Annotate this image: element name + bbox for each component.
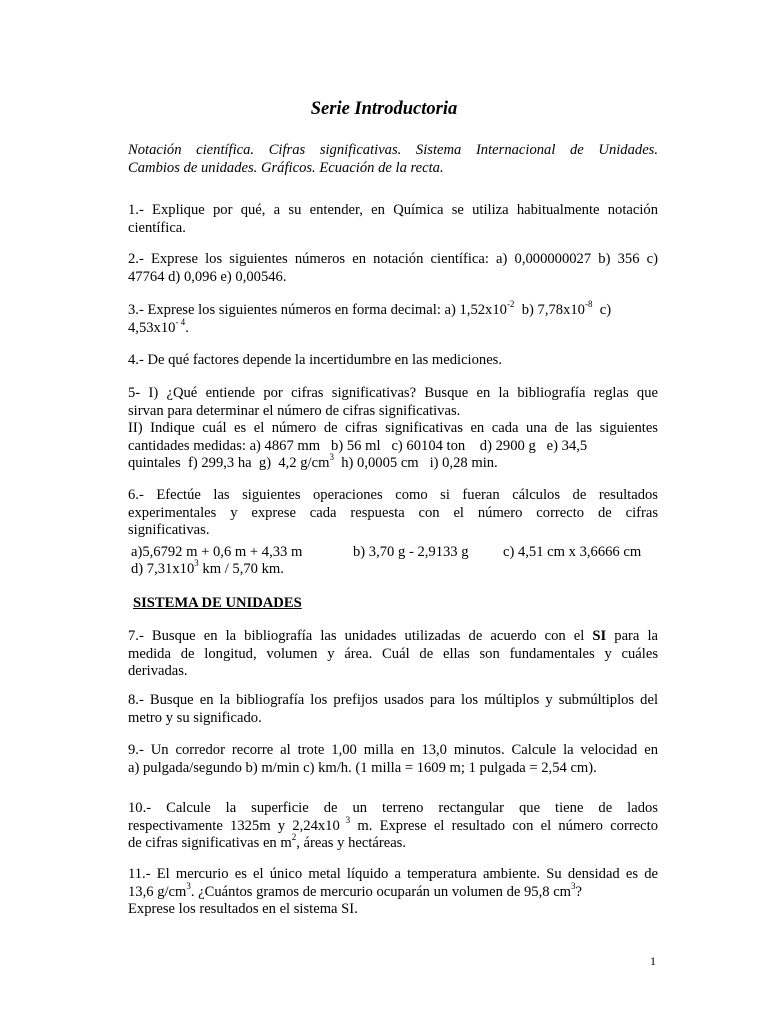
- operation-b: b) 3,70 g - 2,9133 g: [353, 544, 469, 560]
- question-4-line: 4.- De qué factores depende la incertidumbre en las mediciones.: [128, 352, 503, 368]
- question-9-line-2: a) pulgada/segundo b) m/min c) km/h. (1 milla = 1609 m; 1 pulgada = 2,54 cm).: [128, 759, 597, 776]
- section-heading: [133, 595, 302, 613]
- question-11-line-1: 11.- El mercurio es el único metal líquido a temperatura ambiente. Su densidad es de: [128, 866, 658, 882]
- question-10-line-2-a: respectivamente 1325m y 2,24x10: [128, 817, 340, 834]
- operation-d-b: km / 5,70 km.: [198, 561, 284, 577]
- question-3-part-a: 3.- Exprese los siguientes números en forma decimal: a) 1,52x10: [128, 302, 507, 318]
- question-3-exp-c: - 4: [175, 316, 186, 327]
- question-7-line-2: medida de longitud, volumen y área. Cuál de ellas son fundamentales y cuáles: [128, 645, 658, 662]
- question-9: [128, 742, 658, 777]
- question-7-line-1-b: para la: [606, 628, 658, 644]
- operation-d-exp: 3: [194, 558, 199, 569]
- question-11-line-3: Exprese los resultados en el sistema SI.: [128, 901, 358, 917]
- question-5-line-1: 5- I) ¿Qué entiende por cifras significativas? Busque en la bibliografía reglas que: [128, 385, 658, 401]
- question-7-line-3: derivadas.: [128, 663, 188, 679]
- question-10: [128, 800, 658, 853]
- question-3-exp-b: -8: [584, 299, 593, 310]
- question-8-line-1: 8.- Busque en la bibliografía los prefijos usados para los múltiplos y submúltiplos del: [128, 692, 658, 708]
- question-7-si: SI: [592, 628, 607, 644]
- section-heading-text: SISTEMA DE UNIDADES: [133, 595, 302, 611]
- question-3-end: .: [185, 319, 189, 336]
- question-7-line-1: [128, 628, 658, 646]
- question-9-line-1: 9.- Un corredor recorre al trote 1,00 milla en 13,0 minutos. Calcule la velocidad en: [128, 742, 658, 758]
- subtitle-line-1: Notación científica. Cifras significativas. Sistema Internacional de Unidades.: [128, 142, 658, 158]
- question-6-line-3: significativas.: [128, 522, 210, 538]
- question-10-line-1: 10.- Calcule la superficie de un terreno rectangular que tiene de lados: [128, 800, 658, 816]
- operation-c: c) 4,51 cm x 3,6666 cm: [503, 544, 642, 560]
- page-title: Serie Introductoria: [310, 99, 458, 119]
- operation-d-a: d) 7,31x10: [131, 561, 195, 577]
- question-11-line-2-b: . ¿Cuántos gramos de mercurio ocuparán un volumen de 95,8 cm: [190, 883, 572, 900]
- operation-d: [131, 558, 284, 579]
- question-5: [128, 385, 658, 473]
- question-11: [128, 866, 658, 919]
- question-8: [128, 692, 658, 727]
- question-11-line-2: [128, 880, 658, 902]
- question-10-line-2: [128, 814, 659, 836]
- question-5-line-3: II) Indique cuál es el número de cifras significativas en cada una de las siguientes: [128, 420, 658, 436]
- question-10-exp: 3: [339, 814, 351, 825]
- question-3: [128, 299, 658, 337]
- question-3-part-c-value: 4,53x10: [128, 319, 176, 336]
- operation-a: a)5,6792 m + 0,6 m + 4,33 m: [131, 544, 303, 560]
- question-2-line-2: 47764 d) 0,096 e) 0,00546.: [128, 268, 287, 285]
- question-7-line-1-a: 7.- Busque en la bibliografía las unidades utilizadas de acuerdo con el: [128, 628, 593, 644]
- question-1-line-2: científica.: [128, 219, 186, 236]
- question-8-line-2: metro y su significado.: [128, 709, 262, 726]
- question-10-line-3-b: , áreas y hectáreas.: [296, 835, 407, 851]
- question-1: [128, 202, 658, 237]
- question-7: [128, 628, 658, 681]
- question-11-exp-1: 3: [186, 880, 191, 891]
- question-5-line-5-b: h) 0,0005 cm i) 0,28 min.: [333, 455, 498, 471]
- question-6: [128, 487, 658, 540]
- question-10-line-2-b: m. Exprese el resultado con el número correcto: [350, 817, 659, 834]
- question-10-exp-2: 2: [291, 832, 297, 843]
- question-1-line-1: 1.- Explique por qué, a su entender, en Química se utiliza habitualmente notación: [128, 202, 658, 218]
- question-4: [128, 352, 658, 370]
- question-5-exp: 3: [329, 452, 334, 463]
- question-11-line-2-a: 13,6 g/cm: [128, 883, 187, 900]
- question-5-line-5-a: quintales f) 299,3 ha g) 4,2 g/cm: [128, 455, 330, 471]
- subtitle: [128, 142, 658, 177]
- question-6-line-1: 6.- Efectúe las siguientes operaciones como si fueran cálculos de resultados: [128, 487, 658, 503]
- question-6-operations-row-1: [131, 544, 671, 562]
- question-6-line-2: experimentales y exprese cada respuesta con el número correcto de cifras: [128, 504, 658, 521]
- question-3-line-2: [128, 316, 658, 338]
- subtitle-line-2: Cambios de unidades. Gráficos. Ecuación de la recta.: [128, 159, 444, 176]
- question-3-exp-a: -2: [506, 299, 515, 310]
- page-number: 1: [650, 954, 656, 968]
- question-5-line-5: [128, 452, 658, 473]
- question-6-operations-row-2: [131, 558, 284, 579]
- question-3-part-b: b) 7,78x10: [514, 302, 585, 318]
- question-5-line-2: sirvan para determinar el número de cifras significativas.: [128, 402, 461, 419]
- question-11-exp-2: 3: [571, 880, 576, 891]
- question-3-part-c: c): [592, 302, 612, 318]
- question-11-line-2-c: ?: [575, 883, 583, 900]
- question-10-line-3: [128, 832, 658, 853]
- question-2-line-1: 2.- Exprese los siguientes números en notación científica: a) 0,000000027 b) 356 c): [128, 251, 658, 267]
- question-2: [128, 251, 658, 286]
- question-3-line-1: [128, 299, 658, 320]
- question-5-line-4: cantidades medidas: a) 4867 mm b) 56 ml c) 60104 ton d) 2900 g e) 34,5: [128, 437, 588, 454]
- question-10-line-3-a: de cifras significativas en m: [128, 835, 292, 851]
